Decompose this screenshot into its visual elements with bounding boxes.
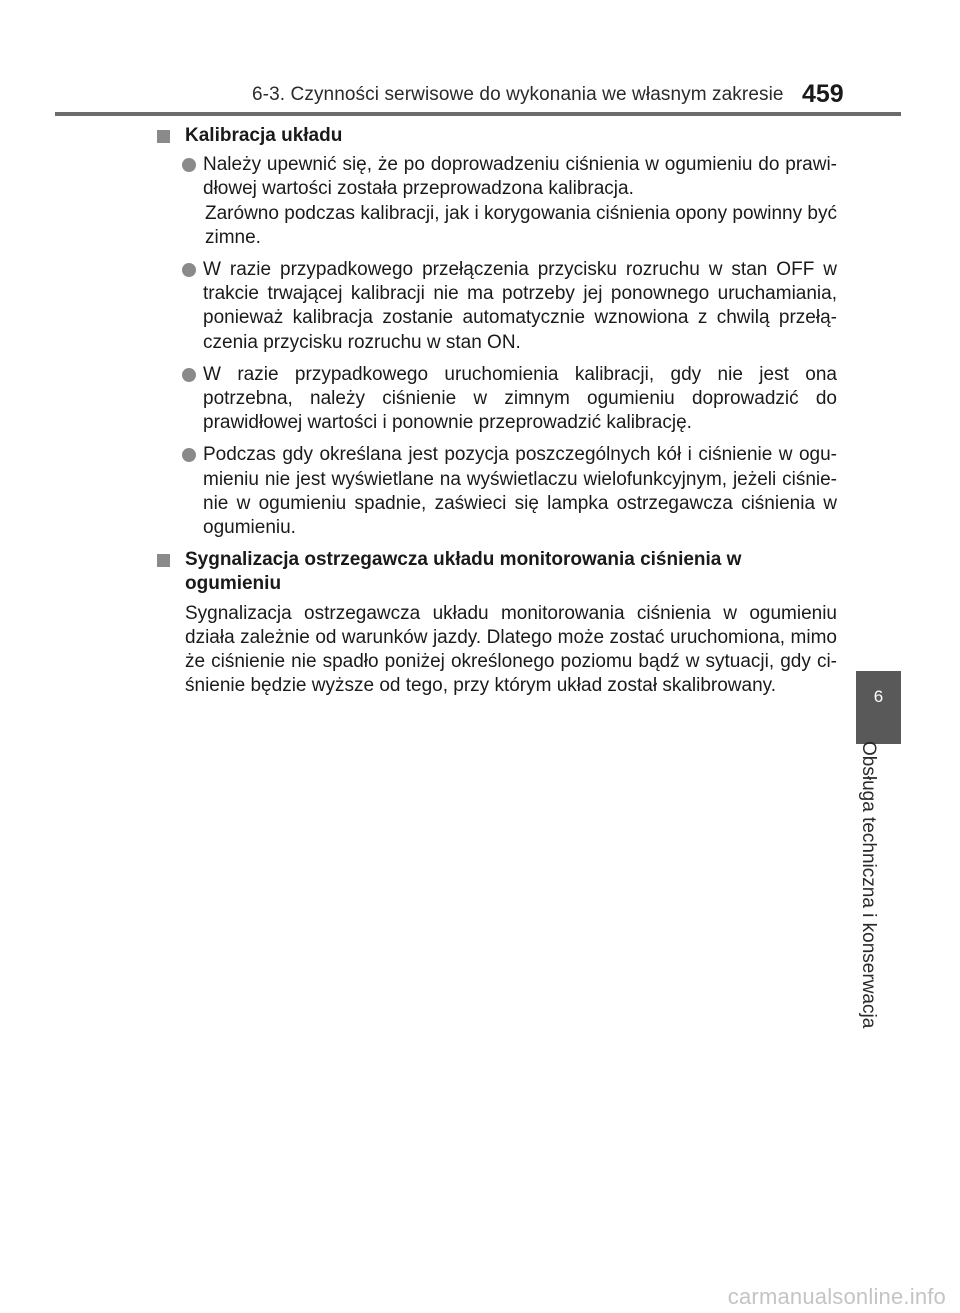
section-heading-text: Sygnalizacja ostrzegawcza układu monitorowania ciśnienia w ogumieniu <box>185 549 742 595</box>
header-divider <box>55 112 901 116</box>
page-content <box>155 124 837 698</box>
list-item-text: W razie przypadkowego przełączenia przycisku rozruchu w stan OFF w trakcie trwającej kalibracji nie ma potrzeby jej ponownego uruchamiania, ponieważ kalibracja zostanie automatycznie wznowiona z chwilą przełą-czenia przycisku rozruchu w stan ON. <box>203 259 837 353</box>
chapter-number: 6 <box>873 687 884 706</box>
list-item <box>155 443 837 540</box>
header-title: 6-3. Czynności serwisowe do wykonania we własnym zakresie <box>252 84 784 105</box>
list-item <box>155 153 837 250</box>
chapter-label-text: Obsługa techniczna i konserwacja <box>858 741 879 1029</box>
circle-bullet-icon <box>182 448 196 462</box>
section-paragraph: Sygnalizacja ostrzegawcza układu monitorowania ciśnienia w ogumieniu działa zależnie od warunków jazdy. Dlatego może zostać uruchomiona, mimo że ciśnienie nie spadło poniżej określonego poziomu bądź w sytuacji, gdy ci-śnienie będzie wyższe od tego, przy którym układ został skalibrowany. <box>185 602 837 697</box>
list-item-text: Podczas gdy określana jest pozycja poszczególnych kół i ciśnienie w ogu-mieniu nie jest wyświetlane na wyświetlaczu wielofunkcyjnym, jeżeli ciśnie-nie w ogumieniu spadnie, zaświeci się lampka ostrzegawcza ciśnienia w ogumieniu. <box>203 444 837 539</box>
page-number: 459 <box>802 80 844 108</box>
list-item <box>155 363 837 436</box>
section-heading-text: Kalibracja układu <box>185 125 343 146</box>
chapter-tab <box>856 671 901 744</box>
square-bullet-icon <box>157 554 170 567</box>
circle-bullet-icon <box>182 158 196 172</box>
section-heading-calibration <box>155 124 837 148</box>
section-heading-warning <box>155 548 837 596</box>
list-item-text: W razie przypadkowego uruchomienia kalibracji, gdy nie jest ona potrzebna, należy ciśnienie w zimnym ogumieniu doprowadzić do prawidłowej wartości i ponownie przeprowadzić kalibrację. <box>203 363 837 434</box>
circle-bullet-icon <box>182 263 196 277</box>
circle-bullet-icon <box>182 368 196 382</box>
list-item-note: Zarówno podczas kalibracji, jak i korygowania ciśnienia opony powinny być zimne. <box>205 202 837 248</box>
list-item-text: Należy upewnić się, że po doprowadzeniu ciśnienia w ogumieniu do prawi-dłowej wartości została przeprowadzona kalibracja. <box>203 154 837 200</box>
square-bullet-icon <box>157 130 170 143</box>
watermark: carmanualsonline.info <box>727 1284 946 1309</box>
list-item <box>155 258 837 355</box>
